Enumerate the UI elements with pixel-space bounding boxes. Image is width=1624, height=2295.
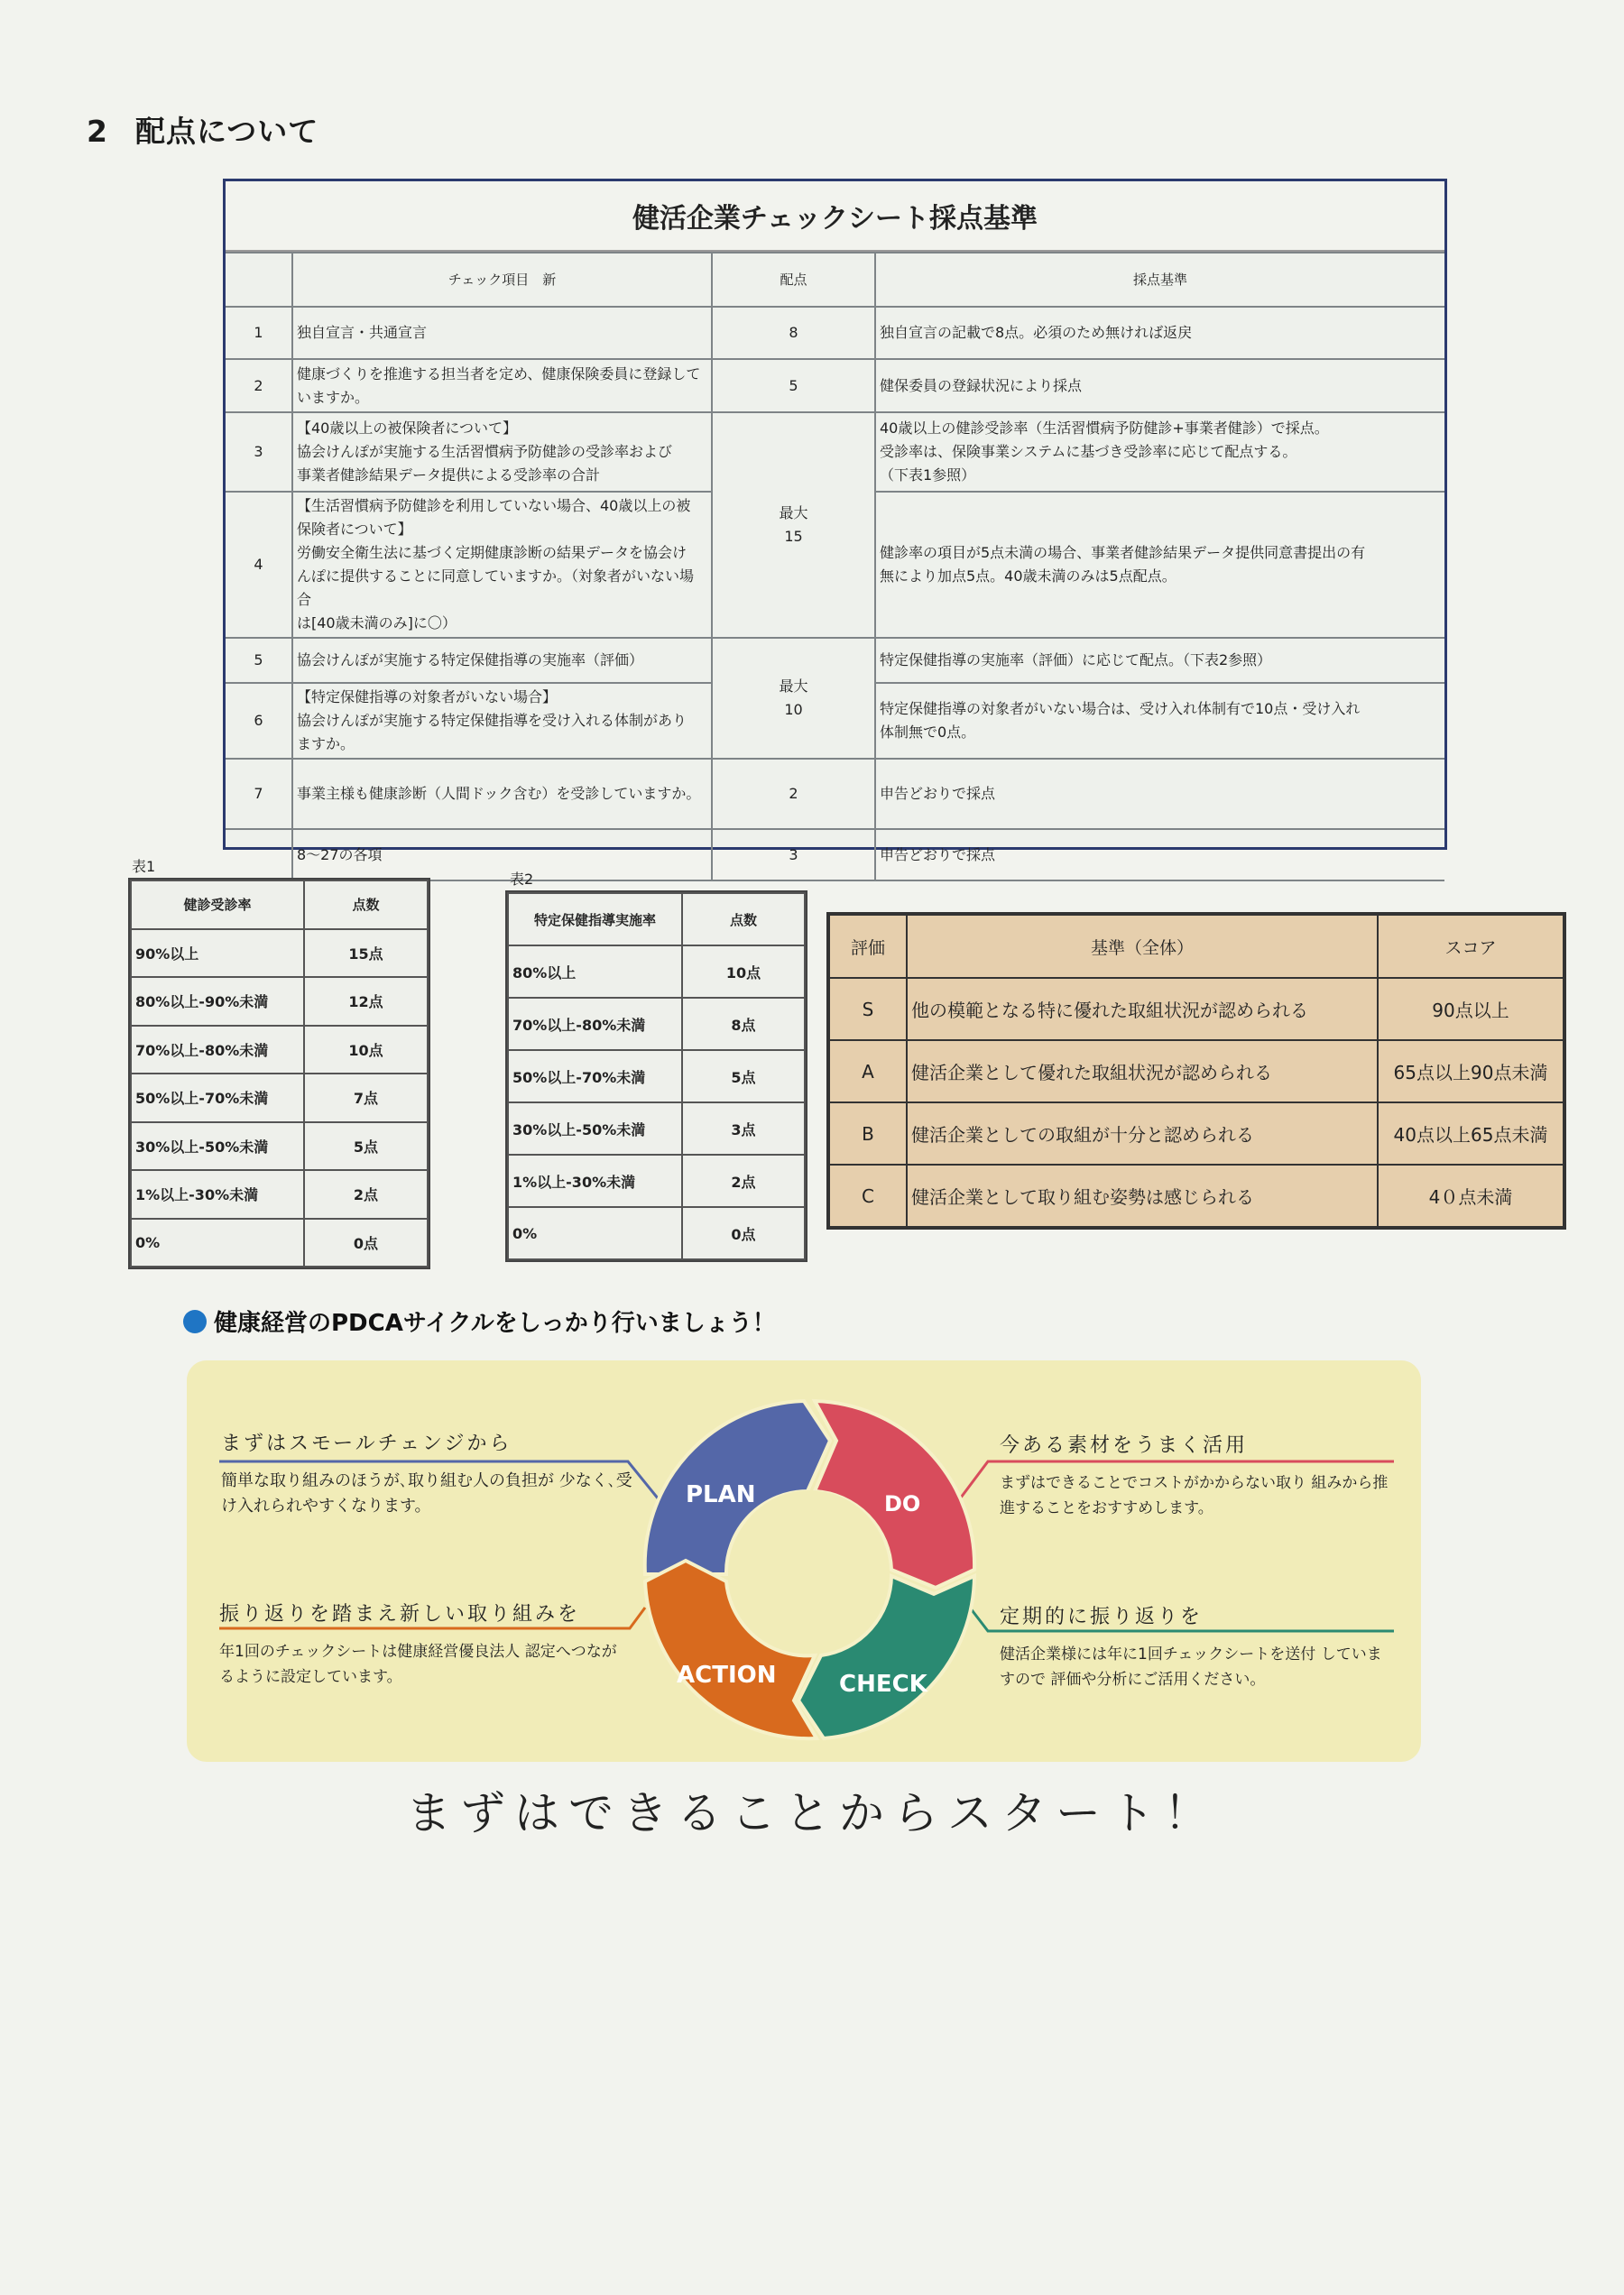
grade-cell: S [829,978,907,1040]
row-points: 5 [712,359,875,412]
item-line: 協会けんぽが実施する生活習慣病予防健診の受診率および [297,443,673,460]
note-action-body: 年1回のチェックシートは健康経営優良法人 認定へつながるように設定しています。 [219,1643,617,1686]
table-row [226,412,1444,492]
table1-label: 表1 [132,858,156,875]
row-criteria: 特定保健指導の実施率（評価）に応じて配点。（下表2参照） [875,638,1444,683]
scoring-criteria-table [223,179,1447,863]
rate-cell: 0% [131,1219,304,1267]
score-cell: 65点以上90点未満 [1378,1040,1564,1102]
row-criteria [875,412,1444,492]
row-criteria: 健保委員の登録状況により採点 [875,359,1444,412]
item-line: ますか。 [297,735,355,752]
table-row [131,1122,428,1171]
section-title-text: 配点について [134,114,319,149]
rate-cell: 30%以上-50%未満 [508,1102,682,1155]
score-cell: 4０点未満 [1378,1165,1564,1227]
table1-header [131,880,428,929]
scoring-table-title: 健活企業チェックシート採点基準 [226,181,1444,252]
row-no: 6 [226,683,292,759]
points-max-value: 15 [784,528,803,545]
score-cell: 10点 [304,1026,428,1074]
table-row [829,1102,1564,1165]
row-no: 1 [226,307,292,359]
item-line: 協会けんぽが実施する特定保健指導を受け入れる体制があり [297,712,687,729]
table-row [131,1074,428,1122]
score-cell: 7点 [304,1074,428,1122]
header-row [226,253,1444,307]
table2-header-score: 点数 [682,893,805,945]
rate-cell: 90%以上 [131,929,304,978]
item-line: 事業者健診結果データ提供による受診率の合計 [297,466,601,484]
criteria-line: 無により加点5点。40歳未満のみは5点配点。 [880,567,1176,585]
row-item: 協会けんぽが実施する特定保健指導の実施率（評価） [292,638,712,683]
score-cell: 10点 [682,945,805,998]
table2-header-rate: 特定保健指導実施率 [508,893,682,945]
rate-cell: 70%以上-80%未満 [508,998,682,1050]
table-row [508,1050,805,1102]
bullet-dot-icon [183,1310,207,1333]
score-cell: 90点以上 [1378,978,1564,1040]
rate-cell: 80%以上 [508,945,682,998]
plan-label: PLAN [686,1481,756,1508]
row-criteria [875,683,1444,759]
criteria-cell: 健活企業としての取組が十分と認められる [907,1102,1378,1165]
rating-header-score: スコア [1378,915,1564,978]
item-line: 【40歳以上の被保険者について】 [297,419,518,437]
row-criteria: 独自宣言の記載で8点。必須のため無ければ返戻 [875,307,1444,359]
rating-header-grade: 評価 [829,915,907,978]
row-item [292,492,712,638]
row-criteria: 申告どおりで採点 [875,829,1444,880]
pdca-heading-text: 健康経営のPDCAサイクルをしっかり行いましょう！ [214,1310,776,1337]
note-plan [221,1428,636,1519]
row-item [292,683,712,759]
rate-cell: 30%以上-50%未満 [131,1122,304,1171]
row-item [292,412,712,492]
rating-header [829,915,1564,978]
check-label: CHECK [839,1671,927,1698]
row-points: 3 [712,829,875,880]
row-item: 8～27の各項 [292,829,712,880]
table2-header [508,893,805,945]
note-check-title: 定期的に振り返りを [1000,1606,1204,1628]
score-cell: 8点 [682,998,805,1050]
table-row [226,759,1444,829]
score-cell: 12点 [304,977,428,1026]
table1-checkup-rate [128,878,430,1269]
rate-cell: 0% [508,1207,682,1259]
note-do-title: 今ある素材をうまく活用 [1000,1434,1249,1457]
row-no [226,829,292,880]
table-row [131,929,428,978]
rate-cell: 70%以上-80%未満 [131,1026,304,1074]
criteria-cell: 健活企業として優れた取組状況が認められる [907,1040,1378,1102]
table-row [508,945,805,998]
table2-label: 表2 [510,871,534,888]
row-no: 4 [226,492,292,638]
closing-slogan: まずはできることからスタート！ [406,1787,1218,1839]
note-action-title: 振り返りを踏まえ新しい取り組みを [219,1603,581,1626]
criteria-line: 40歳以上の健診受診率（生活習慣病予防健診+事業者健診）で採点。 [880,419,1329,437]
grade-cell: A [829,1040,907,1102]
note-do-body: まずはできることでコストがかからない取り 組みから推進することをおすすめします。 [1000,1474,1389,1517]
header-no [226,253,292,307]
note-check [1000,1601,1397,1692]
row-item: 独自宣言・共通宣言 [292,307,712,359]
table-row [226,638,1444,683]
score-cell: 0点 [304,1219,428,1267]
score-cell: 5点 [682,1050,805,1102]
row-points-merged [712,412,875,638]
action-label: ACTION [677,1662,777,1689]
criteria-cell: 他の模範となる特に優れた取組状況が認められる [907,978,1378,1040]
item-line: は[40歳未満のみ]に〇） [297,614,457,631]
row-criteria [875,492,1444,638]
do-label: DO [884,1491,921,1516]
rating-table [826,912,1566,1230]
rate-cell: 1%以上-30%未満 [131,1170,304,1219]
note-check-body: 健活企業様には年に1回チェックシートを送付 していますので 評価や分析にご活用ください。 [1000,1645,1382,1689]
header-criteria: 採点基準 [875,253,1444,307]
table-row [131,1026,428,1074]
header-points: 配点 [712,253,875,307]
rate-cell: 50%以上-70%未満 [131,1074,304,1122]
row-no: 7 [226,759,292,829]
section-number: 2 [87,114,108,149]
item-line: 【特定保健指導の対象者がいない場合】 [297,688,558,705]
cycle-center [730,1490,889,1649]
score-cell: 2点 [304,1170,428,1219]
rating-header-criteria: 基準（全体） [907,915,1378,978]
grade-cell: C [829,1165,907,1227]
table-row [508,1102,805,1155]
table1-header-rate: 健診受診率 [131,880,304,929]
points-max-label: 最大 [779,504,808,521]
row-points-merged [712,638,875,759]
row-no: 3 [226,412,292,492]
table-row [508,1207,805,1259]
pdca-cycle-diagram [636,1385,983,1746]
header-item: チェック項目 新 [292,253,712,307]
table-row [131,1170,428,1219]
grade-cell: B [829,1102,907,1165]
rate-cell: 80%以上-90%未満 [131,977,304,1026]
score-cell: 40点以上65点未満 [1378,1102,1564,1165]
note-action [219,1599,625,1690]
table2-guidance-rate [505,890,807,1262]
note-plan-body: 簡単な取り組みのほうが､取り組む人の負担が 少なく､受け入れられやすくなります。 [221,1471,632,1516]
criteria-line: 特定保健指導の対象者がいない場合は、受け入れ体制有で10点・受け入れ [880,700,1361,717]
table-row [131,1219,428,1267]
criteria-line: 受診率は、保険事業システムに基づき受診率に応じて配点する。 [880,443,1297,460]
criteria-line: （下表1参照） [880,466,976,484]
section-title [87,108,318,151]
table-row [226,829,1444,880]
item-line: 労働安全衛生法に基づく定期健康診断の結果データを協会け [297,544,687,561]
criteria-cell: 健活企業として取り組む姿勢は感じられる [907,1165,1378,1227]
score-cell: 3点 [682,1102,805,1155]
table-row [226,307,1444,359]
criteria-line: 体制無で0点。 [880,724,976,741]
table-row [829,978,1564,1040]
item-line: んぽに提供することに同意していますか。（対象者がいない場合 [297,567,695,608]
scoring-grid [226,252,1444,881]
table-row [829,1165,1564,1227]
note-plan-title: まずはスモールチェンジから [221,1433,512,1455]
points-max-label: 最大 [779,677,808,695]
row-points: 8 [712,307,875,359]
row-criteria: 申告どおりで採点 [875,759,1444,829]
table1-header-score: 点数 [304,880,428,929]
row-item: 事業主様も健康診断（人間ドック含む）を受診していますか。 [292,759,712,829]
criteria-line: 健診率の項目が5点未満の場合、事業者健診結果データ提供同意書提出の有 [880,544,1366,561]
table-row [226,359,1444,412]
item-line: 保険者について】 [297,521,412,538]
row-item: 健康づくりを推進する担当者を定め、健康保険委員に登録していますか。 [292,359,712,412]
table-row [131,977,428,1026]
note-do [1000,1430,1397,1521]
table-row [508,1155,805,1207]
points-max-value: 10 [784,701,803,718]
item-line: 【生活習慣病予防健診を利用していない場合、40歳以上の被 [297,497,691,514]
rate-cell: 1%以上-30%未満 [508,1155,682,1207]
table-row [829,1040,1564,1102]
score-cell: 5点 [304,1122,428,1171]
score-cell: 15点 [304,929,428,978]
pdca-heading [183,1304,776,1338]
row-no: 2 [226,359,292,412]
table-row [508,998,805,1050]
score-cell: 2点 [682,1155,805,1207]
row-no: 5 [226,638,292,683]
rate-cell: 50%以上-70%未満 [508,1050,682,1102]
score-cell: 0点 [682,1207,805,1259]
row-points: 2 [712,759,875,829]
